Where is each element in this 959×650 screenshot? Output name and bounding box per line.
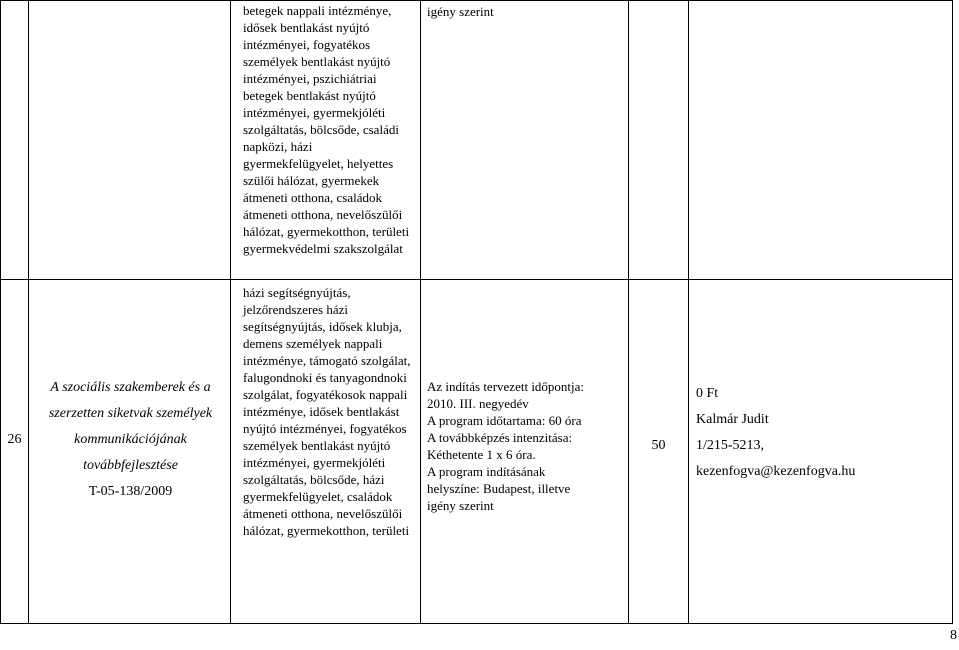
target-group-text: házi segítségnyújtás, jelzőrendszeres házi segítségnyújtás, idősek klubja, demens személyek nappali intézménye, támogató szolgálat, falugondnoki és tanyagondnoki szolgálat, fogyatékosok nappali intézménye, idősek bentlakást nyújtó intézményei, fogyatékos személyek bentlakást nyújtó intézményei, gyermekjóléti szolgáltatás, bölcsőde, házi gyermekfelügyelet, családok átmeneti otthona, nevelőszülői hálózat, gyermekotthon, területi xyxy=(243,285,411,538)
number-cell xyxy=(1,1,29,280)
contact-name: Kalmár Judit xyxy=(696,412,769,427)
target-group-cell xyxy=(231,280,421,624)
title-line: szerzetten siketvak személyek xyxy=(48,406,213,421)
target-group-cell xyxy=(231,1,421,280)
program-text: igény szerint xyxy=(427,4,494,19)
row-number: 26 xyxy=(7,432,22,447)
title-line: továbbfejlesztése xyxy=(83,458,178,473)
number-cell xyxy=(1,280,29,624)
program-line: A továbbképzés intenzitása: xyxy=(427,430,573,445)
target-group-text: betegek nappali intézménye, idősek bentlakást nyújtó intézményei, fogyatékos személyek bentlakást nyújtó intézményei, pszichiátriai betegek bentlakást nyújtó intézményei, gyermekjóléti szolgáltatás, bölcsőde, családi napközi, házi gyermekfelügyelet, helyettes szülői hálózat, gyermekek átmeneti otthona, családok átmeneti otthona, nevelőszülői hálózat, gyermekotthon, területi gyermekvédelmi szakszolgálat xyxy=(243,3,410,256)
table-row-main xyxy=(1,280,953,624)
program-code: T-05-138/2009 xyxy=(88,484,173,499)
program-line: igény szerint xyxy=(427,498,494,513)
program-cell xyxy=(421,1,629,280)
program-line: 2010. III. negyedév xyxy=(427,396,529,411)
title-cell xyxy=(29,1,231,280)
program-line: Az indítás tervezett időpontja: xyxy=(427,379,585,394)
participant-count: 50 xyxy=(651,438,666,453)
program-line: Kéthetente 1 x 6 óra. xyxy=(427,447,536,462)
contact-cell xyxy=(689,1,953,280)
table-row-continuation xyxy=(1,1,953,280)
fee: 0 Ft xyxy=(696,386,719,401)
contact-email: kezenfogva@kezenfogva.hu xyxy=(696,464,856,479)
program-line: helyszíne: Budapest, illetve xyxy=(427,481,571,496)
title-line: A szociális szakemberek és a xyxy=(50,380,211,395)
contact-cell xyxy=(689,280,953,624)
count-cell xyxy=(629,280,689,624)
program-line: A program indításának xyxy=(427,464,546,479)
title-line: kommunikációjának xyxy=(74,432,187,447)
count-cell xyxy=(629,1,689,280)
title-cell xyxy=(29,280,231,624)
contact-phone: 1/215-5213, xyxy=(696,438,765,453)
program-cell xyxy=(421,280,629,624)
page-number: 8 xyxy=(950,628,957,643)
program-line: A program időtartama: 60 óra xyxy=(427,413,582,428)
